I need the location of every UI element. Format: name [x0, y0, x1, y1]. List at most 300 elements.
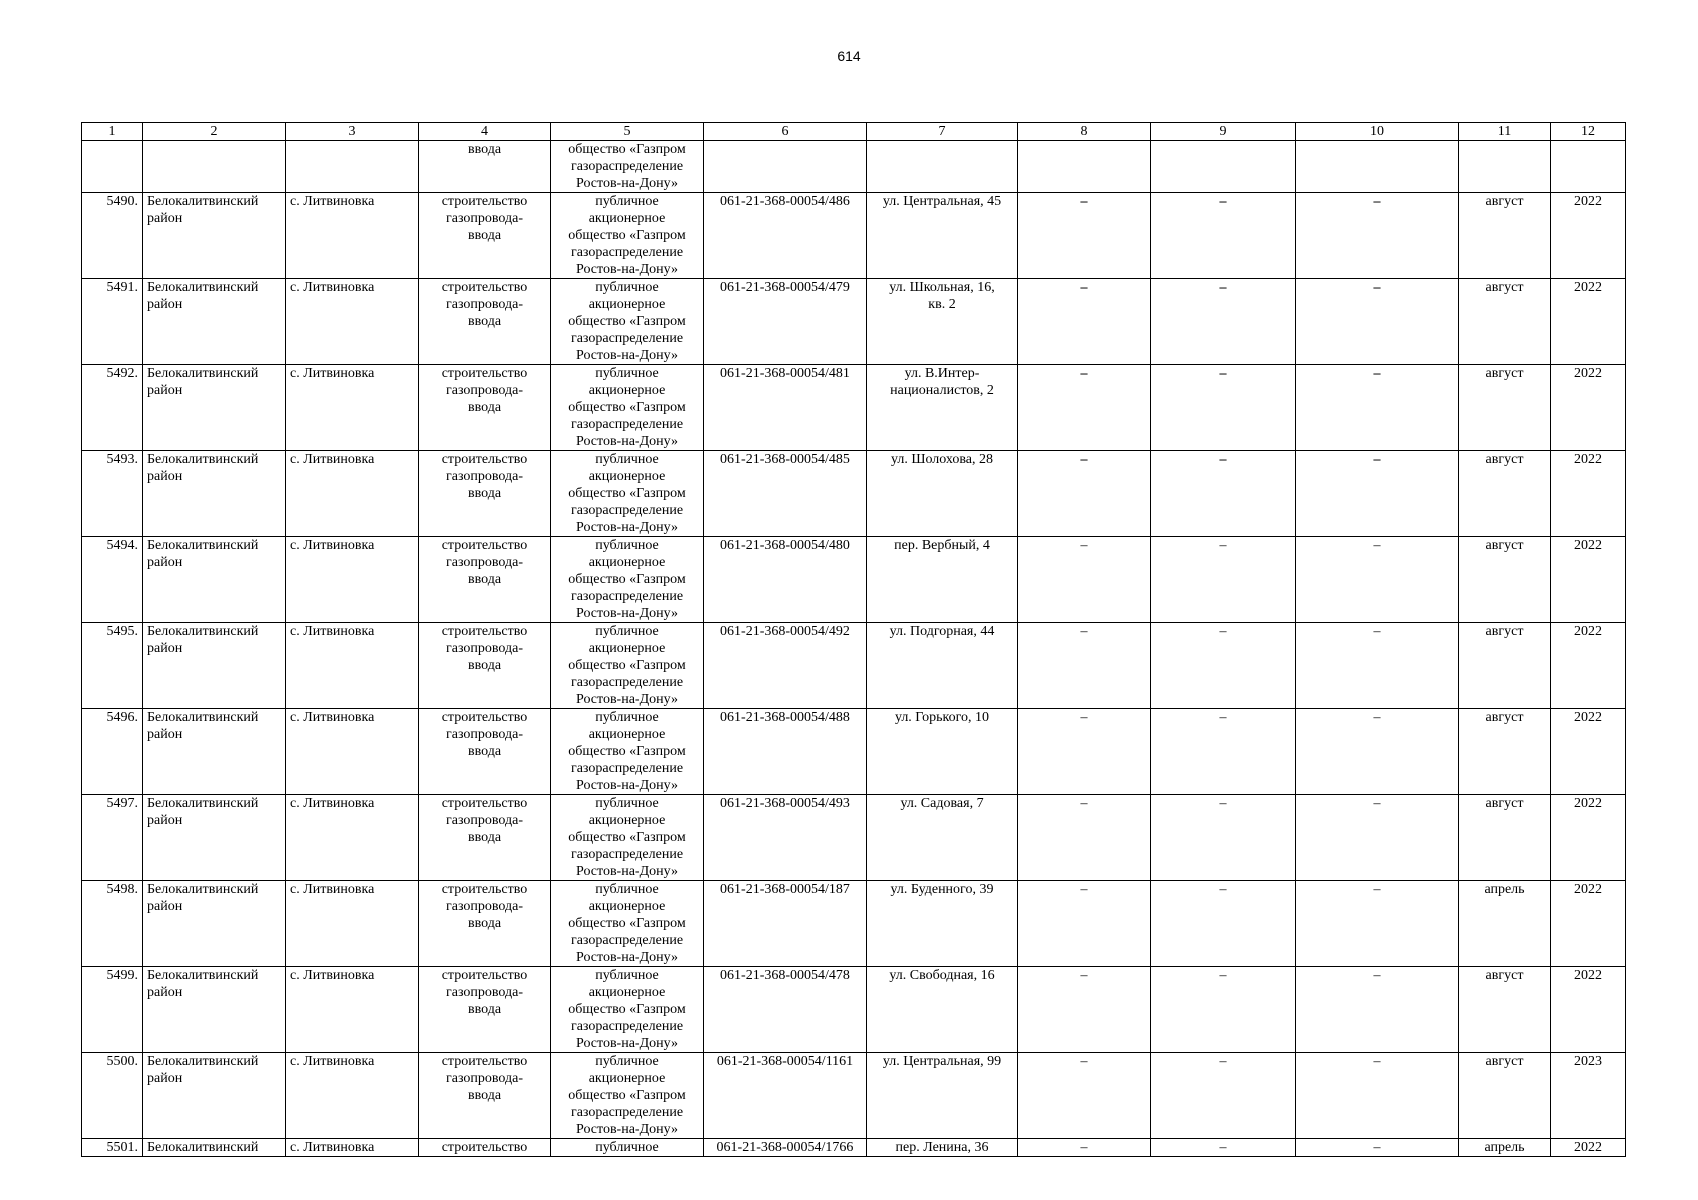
- column-number: 3: [286, 123, 419, 141]
- cell-month: август: [1459, 193, 1551, 279]
- cell-line: Белокалитвинский: [147, 1140, 259, 1155]
- cell-registration-code: 061-21-368-00054/481: [704, 365, 867, 451]
- cell-line: Ростов-на-Дону»: [576, 950, 678, 965]
- continuation-row: [82, 141, 1626, 193]
- cell-line: общество «Газпром: [568, 142, 686, 157]
- cell-organization: [551, 1053, 704, 1139]
- cell-row-number: 5495.: [82, 623, 143, 709]
- cell-col-10: –: [1296, 365, 1459, 451]
- cell-col-10: –: [1296, 709, 1459, 795]
- cell-year: 2022: [1551, 709, 1626, 795]
- cell-line: район: [147, 297, 183, 312]
- column-number: 9: [1151, 123, 1296, 141]
- cell-line: газопровода-: [445, 555, 523, 570]
- column-number: 4: [419, 123, 551, 141]
- cell-year: 2023: [1551, 1053, 1626, 1139]
- cell-year: 2022: [1551, 279, 1626, 365]
- cell-line: пер. Вербный, 4: [894, 538, 990, 553]
- cell-col-9: –: [1151, 1139, 1296, 1157]
- cell-empty: [1151, 141, 1296, 193]
- cell-col-8: –: [1018, 709, 1151, 795]
- cell-line: общество «Газпром: [568, 830, 686, 845]
- cell-registration-code: 061-21-368-00054/485: [704, 451, 867, 537]
- cell-line: кв. 2: [928, 297, 956, 312]
- cell-col-9: –: [1151, 795, 1296, 881]
- cell-line: район: [147, 899, 183, 914]
- cell-row-number: 5493.: [82, 451, 143, 537]
- cell-district: [143, 1139, 286, 1157]
- cell-organization: [551, 881, 704, 967]
- cell-line: Белокалитвинский: [147, 538, 259, 553]
- cell-line: Ростов-на-Дону»: [576, 1036, 678, 1051]
- cell-col-8: –: [1018, 881, 1151, 967]
- table-row: [82, 537, 1626, 623]
- cell-organization: [551, 451, 704, 537]
- cell-line: газораспределение: [570, 761, 684, 776]
- cell-line: район: [147, 555, 183, 570]
- cell-empty: [82, 141, 143, 193]
- cell-locality: с. Литвиновка: [286, 623, 419, 709]
- cell-month: август: [1459, 709, 1551, 795]
- cell-organization: [551, 193, 704, 279]
- cell-line: ввода: [467, 572, 502, 587]
- cell-line: Ростов-на-Дону»: [576, 348, 678, 363]
- cell-line: ул. Горького, 10: [894, 710, 990, 725]
- table-row: [82, 881, 1626, 967]
- cell-line: строительство: [441, 624, 528, 639]
- cell-line: ввода: [467, 400, 502, 415]
- cell-district: [143, 709, 286, 795]
- cell-line: ул. Свободная, 16: [889, 968, 995, 983]
- cell-col-9: –: [1151, 193, 1296, 279]
- cell-line: общество «Газпром: [568, 572, 686, 587]
- cell-line: строительство: [441, 538, 528, 553]
- cell-line: акционерное: [588, 727, 666, 742]
- cell-row-number: 5496.: [82, 709, 143, 795]
- cell-address: [867, 623, 1018, 709]
- cell-line: акционерное: [588, 211, 666, 226]
- cell-work-type: [419, 365, 551, 451]
- cell-line: Белокалитвинский: [147, 280, 259, 295]
- cell-year: 2022: [1551, 1139, 1626, 1157]
- cell-empty: [286, 141, 419, 193]
- cell-district: [143, 795, 286, 881]
- cell-line: Ростов-на-Дону»: [576, 692, 678, 707]
- cell-col-8: –: [1018, 279, 1151, 365]
- cell-line: акционерное: [588, 555, 666, 570]
- cell-registration-code: 061-21-368-00054/479: [704, 279, 867, 365]
- cell-line: акционерное: [588, 641, 666, 656]
- cell-col-9: –: [1151, 967, 1296, 1053]
- table-row: [82, 279, 1626, 365]
- cell-district: [143, 365, 286, 451]
- cell-line: строительство: [441, 1140, 528, 1155]
- column-number: 7: [867, 123, 1018, 141]
- cell-locality: с. Литвиновка: [286, 365, 419, 451]
- cell-line: акционерное: [588, 469, 666, 484]
- cell-line: газопровода-: [445, 985, 523, 1000]
- cell-line: строительство: [441, 280, 528, 295]
- cell-col-9: –: [1151, 709, 1296, 795]
- cell-line: Ростов-на-Дону»: [576, 606, 678, 621]
- cell-empty: [867, 141, 1018, 193]
- cell-line: Ростов-на-Дону»: [576, 434, 678, 449]
- cell-col-10: –: [1296, 537, 1459, 623]
- cell-line: район: [147, 813, 183, 828]
- cell-address: [867, 537, 1018, 623]
- cell-col-8: –: [1018, 193, 1151, 279]
- cell-district: [143, 193, 286, 279]
- cell-work-type: [419, 881, 551, 967]
- cell-line: публичное: [595, 280, 659, 295]
- cell-line: район: [147, 985, 183, 1000]
- cell-line: ввода: [467, 916, 502, 931]
- cell-line: ул. В.Интер-: [904, 366, 980, 381]
- column-number: 2: [143, 123, 286, 141]
- cell-address: [867, 709, 1018, 795]
- cell-month: август: [1459, 451, 1551, 537]
- cell-col-10: –: [1296, 1053, 1459, 1139]
- cell-col-10: –: [1296, 451, 1459, 537]
- cell-work-type: [419, 141, 551, 193]
- cell-line: газопровода-: [445, 211, 523, 226]
- cell-address: [867, 967, 1018, 1053]
- cell-line: публичное: [595, 796, 659, 811]
- cell-line: газораспределение: [570, 1105, 684, 1120]
- cell-col-8: –: [1018, 1139, 1151, 1157]
- cell-line: ввода: [467, 1002, 502, 1017]
- cell-month: август: [1459, 365, 1551, 451]
- cell-empty: [1296, 141, 1459, 193]
- cell-line: Ростов-на-Дону»: [576, 864, 678, 879]
- cell-line: район: [147, 1071, 183, 1086]
- table-row: [82, 709, 1626, 795]
- cell-line: газопровода-: [445, 297, 523, 312]
- cell-month: август: [1459, 623, 1551, 709]
- cell-line: публичное: [595, 968, 659, 983]
- cell-line: Белокалитвинский: [147, 710, 259, 725]
- cell-month: август: [1459, 795, 1551, 881]
- cell-line: Белокалитвинский: [147, 1054, 259, 1069]
- cell-line: акционерное: [588, 813, 666, 828]
- cell-col-10: –: [1296, 623, 1459, 709]
- cell-row-number: 5490.: [82, 193, 143, 279]
- cell-row-number: 5492.: [82, 365, 143, 451]
- cell-col-9: –: [1151, 623, 1296, 709]
- cell-line: Ростов-на-Дону»: [576, 262, 678, 277]
- cell-registration-code: 061-21-368-00054/486: [704, 193, 867, 279]
- cell-line: Белокалитвинский: [147, 194, 259, 209]
- cell-line: газораспределение: [570, 417, 684, 432]
- cell-organization: [551, 537, 704, 623]
- table-row: [82, 623, 1626, 709]
- cell-row-number: 5497.: [82, 795, 143, 881]
- cell-col-10: –: [1296, 967, 1459, 1053]
- cell-month: август: [1459, 1053, 1551, 1139]
- cell-empty: [1459, 141, 1551, 193]
- cell-col-9: –: [1151, 881, 1296, 967]
- cell-line: ввода: [467, 744, 502, 759]
- cell-line: публичное: [595, 194, 659, 209]
- cell-line: строительство: [441, 452, 528, 467]
- cell-month: август: [1459, 967, 1551, 1053]
- table-row: [82, 193, 1626, 279]
- cell-line: Белокалитвинский: [147, 452, 259, 467]
- cell-registration-code: 061-21-368-00054/1766: [704, 1139, 867, 1157]
- page-number: 614: [837, 48, 861, 64]
- cell-line: ул. Школьная, 16,: [889, 280, 995, 295]
- cell-empty: [1551, 141, 1626, 193]
- cell-line: газораспределение: [570, 159, 684, 174]
- cell-address: [867, 1053, 1018, 1139]
- cell-col-8: –: [1018, 537, 1151, 623]
- cell-line: ввода: [467, 830, 502, 845]
- cell-work-type: [419, 967, 551, 1053]
- cell-row-number: 5498.: [82, 881, 143, 967]
- cell-line: Белокалитвинский: [147, 366, 259, 381]
- cell-work-type: [419, 623, 551, 709]
- cell-line: общество «Газпром: [568, 658, 686, 673]
- cell-line: газораспределение: [570, 331, 684, 346]
- cell-line: строительство: [441, 968, 528, 983]
- cell-locality: с. Литвиновка: [286, 881, 419, 967]
- cell-month: август: [1459, 537, 1551, 623]
- cell-row-number: 5500.: [82, 1053, 143, 1139]
- table-row: [82, 451, 1626, 537]
- cell-organization: [551, 1139, 704, 1157]
- table-row: [82, 1053, 1626, 1139]
- cell-col-10: –: [1296, 881, 1459, 967]
- cell-line: общество «Газпром: [568, 1002, 686, 1017]
- cell-col-8: –: [1018, 967, 1151, 1053]
- cell-row-number: 5491.: [82, 279, 143, 365]
- cell-address: [867, 279, 1018, 365]
- cell-line: ул. Буденного, 39: [890, 882, 994, 897]
- cell-empty: [143, 141, 286, 193]
- cell-work-type: [419, 451, 551, 537]
- cell-line: газопровода-: [445, 727, 523, 742]
- cell-line: Белокалитвинский: [147, 624, 259, 639]
- cell-organization: [551, 709, 704, 795]
- cell-line: ввода: [467, 658, 502, 673]
- column-number: 8: [1018, 123, 1151, 141]
- cell-work-type: [419, 279, 551, 365]
- cell-line: район: [147, 211, 183, 226]
- cell-line: ул. Центральная, 45: [882, 194, 1002, 209]
- cell-col-10: –: [1296, 795, 1459, 881]
- cell-work-type: [419, 1139, 551, 1157]
- cell-registration-code: 061-21-368-00054/492: [704, 623, 867, 709]
- cell-line: общество «Газпром: [568, 228, 686, 243]
- cell-line: строительство: [441, 194, 528, 209]
- cell-address: [867, 451, 1018, 537]
- cell-line: газопровода-: [445, 469, 523, 484]
- cell-col-9: –: [1151, 1053, 1296, 1139]
- cell-line: ввода: [467, 314, 502, 329]
- cell-year: 2022: [1551, 967, 1626, 1053]
- table-row: [82, 1139, 1626, 1157]
- cell-registration-code: 061-21-368-00054/187: [704, 881, 867, 967]
- cell-line: газораспределение: [570, 589, 684, 604]
- cell-col-9: –: [1151, 365, 1296, 451]
- cell-line: газораспределение: [570, 1019, 684, 1034]
- cell-line: Белокалитвинский: [147, 882, 259, 897]
- cell-address: [867, 1139, 1018, 1157]
- table-row: [82, 365, 1626, 451]
- table-row: [82, 795, 1626, 881]
- cell-organization: [551, 365, 704, 451]
- cell-line: публичное: [595, 366, 659, 381]
- cell-line: акционерное: [588, 297, 666, 312]
- cell-row-number: 5499.: [82, 967, 143, 1053]
- cell-organization: [551, 279, 704, 365]
- cell-line: националистов, 2: [890, 383, 994, 398]
- cell-line: район: [147, 641, 183, 656]
- column-number: 11: [1459, 123, 1551, 141]
- cell-col-8: –: [1018, 795, 1151, 881]
- cell-year: 2022: [1551, 623, 1626, 709]
- cell-line: Ростов-на-Дону»: [576, 778, 678, 793]
- cell-line: строительство: [441, 882, 528, 897]
- cell-locality: с. Литвиновка: [286, 279, 419, 365]
- cell-year: 2022: [1551, 365, 1626, 451]
- cell-address: [867, 365, 1018, 451]
- cell-registration-code: 061-21-368-00054/493: [704, 795, 867, 881]
- cell-line: акционерное: [588, 985, 666, 1000]
- cell-month: апрель: [1459, 881, 1551, 967]
- cell-line: ул. Центральная, 99: [882, 1054, 1002, 1069]
- cell-line: газораспределение: [570, 675, 684, 690]
- cell-line: газопровода-: [445, 899, 523, 914]
- cell-col-10: –: [1296, 1139, 1459, 1157]
- cell-line: ввода: [467, 228, 502, 243]
- cell-line: общество «Газпром: [568, 1088, 686, 1103]
- cell-district: [143, 1053, 286, 1139]
- cell-organization: [551, 795, 704, 881]
- cell-line: Белокалитвинский: [147, 968, 259, 983]
- cell-col-8: –: [1018, 1053, 1151, 1139]
- cell-line: акционерное: [588, 1071, 666, 1086]
- cell-month: апрель: [1459, 1139, 1551, 1157]
- cell-line: строительство: [441, 796, 528, 811]
- cell-line: ул. Садовая, 7: [900, 796, 984, 811]
- cell-year: 2022: [1551, 193, 1626, 279]
- cell-line: публичное: [595, 1140, 659, 1155]
- cell-col-9: –: [1151, 537, 1296, 623]
- cell-registration-code: 061-21-368-00054/480: [704, 537, 867, 623]
- cell-work-type: [419, 537, 551, 623]
- cell-empty: [1018, 141, 1151, 193]
- cell-locality: с. Литвиновка: [286, 1053, 419, 1139]
- cell-line: Белокалитвинский: [147, 796, 259, 811]
- cell-line: ввода: [467, 142, 502, 157]
- cell-year: 2022: [1551, 795, 1626, 881]
- cell-locality: с. Литвиновка: [286, 709, 419, 795]
- cell-line: газораспределение: [570, 933, 684, 948]
- cell-district: [143, 451, 286, 537]
- cell-line: газопровода-: [445, 813, 523, 828]
- cell-line: публичное: [595, 452, 659, 467]
- cell-district: [143, 537, 286, 623]
- table-row: [82, 967, 1626, 1053]
- cell-line: публичное: [595, 710, 659, 725]
- cell-line: строительство: [441, 366, 528, 381]
- cell-work-type: [419, 795, 551, 881]
- cell-line: ввода: [467, 486, 502, 501]
- cell-locality: с. Литвиновка: [286, 537, 419, 623]
- cell-work-type: [419, 1053, 551, 1139]
- cell-locality: с. Литвиновка: [286, 193, 419, 279]
- cell-line: публичное: [595, 1054, 659, 1069]
- cell-line: пер. Ленина, 36: [895, 1140, 989, 1155]
- cell-line: газопровода-: [445, 641, 523, 656]
- cell-registration-code: 061-21-368-00054/478: [704, 967, 867, 1053]
- cell-line: ул. Подгорная, 44: [889, 624, 995, 639]
- cell-line: газораспределение: [570, 847, 684, 862]
- cell-line: газораспределение: [570, 245, 684, 260]
- cell-line: район: [147, 727, 183, 742]
- column-number: 1: [82, 123, 143, 141]
- column-number: 6: [704, 123, 867, 141]
- cell-line: район: [147, 469, 183, 484]
- cell-district: [143, 279, 286, 365]
- cell-line: публичное: [595, 538, 659, 553]
- cell-year: 2022: [1551, 537, 1626, 623]
- cell-col-9: –: [1151, 451, 1296, 537]
- cell-registration-code: 061-21-368-00054/1161: [704, 1053, 867, 1139]
- cell-line: газопровода-: [445, 383, 523, 398]
- cell-col-10: –: [1296, 279, 1459, 365]
- cell-col-10: –: [1296, 193, 1459, 279]
- column-number: 5: [551, 123, 704, 141]
- cell-organization: [551, 141, 704, 193]
- cell-district: [143, 881, 286, 967]
- cell-locality: с. Литвиновка: [286, 451, 419, 537]
- cell-line: район: [147, 383, 183, 398]
- cell-registration-code: 061-21-368-00054/488: [704, 709, 867, 795]
- cell-line: газопровода-: [445, 1071, 523, 1086]
- cell-month: август: [1459, 279, 1551, 365]
- cell-line: общество «Газпром: [568, 744, 686, 759]
- cell-col-9: –: [1151, 279, 1296, 365]
- cell-year: 2022: [1551, 451, 1626, 537]
- cell-work-type: [419, 193, 551, 279]
- table-body: [82, 123, 1626, 1157]
- cell-empty: [704, 141, 867, 193]
- cell-locality: с. Литвиновка: [286, 795, 419, 881]
- cell-line: Ростов-на-Дону»: [576, 176, 678, 191]
- cell-organization: [551, 623, 704, 709]
- cell-year: 2022: [1551, 881, 1626, 967]
- register-table: [81, 122, 1626, 1157]
- cell-line: ул. Шолохова, 28: [890, 452, 994, 467]
- cell-district: [143, 967, 286, 1053]
- cell-line: акционерное: [588, 899, 666, 914]
- cell-row-number: 5494.: [82, 537, 143, 623]
- cell-address: [867, 881, 1018, 967]
- cell-line: строительство: [441, 710, 528, 725]
- cell-line: Ростов-на-Дону»: [576, 520, 678, 535]
- cell-col-8: –: [1018, 623, 1151, 709]
- cell-line: общество «Газпром: [568, 314, 686, 329]
- cell-locality: с. Литвиновка: [286, 1139, 419, 1157]
- cell-locality: с. Литвиновка: [286, 967, 419, 1053]
- column-number: 10: [1296, 123, 1459, 141]
- cell-line: общество «Газпром: [568, 916, 686, 931]
- cell-line: строительство: [441, 1054, 528, 1069]
- cell-line: публичное: [595, 624, 659, 639]
- cell-col-8: –: [1018, 365, 1151, 451]
